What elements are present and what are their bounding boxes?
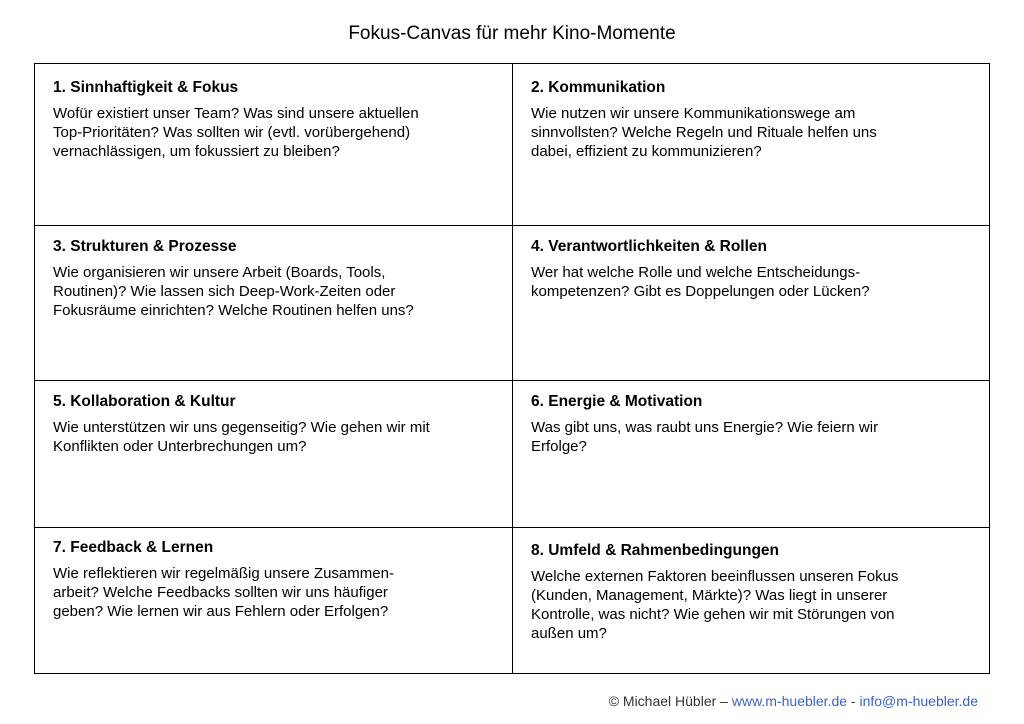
cell-heading: 7. Feedback & Lernen [53, 539, 214, 556]
cell-heading: 4. Verantwortlichkeiten & Rollen [531, 238, 768, 255]
cell-heading: 5. Kollaboration & Kultur [53, 393, 236, 410]
footer-separator: - [850, 693, 856, 709]
cell-heading: 2. Kommunikation [531, 79, 666, 96]
canvas-cell-6 [513, 381, 990, 527]
cell-heading: 6. Energie & Motivation [531, 393, 703, 410]
canvas-cell-3 [35, 226, 512, 380]
cell-text: Wie nutzen wir unsere Kommunikationswege am sinnvollsten? Welche Regeln und Rituale helfen uns dabei, effizient zu kommunizieren? [531, 105, 877, 160]
page-title: Fokus-Canvas für mehr Kino-Momente [348, 23, 676, 44]
cell-text: Wofür existiert unser Team? Was sind unsere aktuellen Top-Prioritäten? Was sollten wir (evtl. vorübergehend) vernachlässigen, um fokussiert zu bleiben? [53, 105, 419, 160]
cell-heading: 3. Strukturen & Prozesse [53, 238, 237, 255]
cell-text: Wie reflektieren wir regelmäßig unsere Zusammen- arbeit? Welche Feedbacks sollten wir uns häufiger geben? Wie lernen wir aus Fehlern oder Erfolgen? [53, 565, 394, 620]
canvas-grid [34, 63, 990, 674]
canvas-cell-4 [513, 226, 990, 380]
cell-text: Welche externen Faktoren beeinflussen unseren Fokus (Kunden, Management, Märkte)? Was liegt in unserer Kontrolle, was nicht? Wie gehen wir mit Störungen von außen um? [531, 568, 899, 642]
footer-website-link[interactable]: www.m-huebler.de [731, 693, 848, 709]
canvas-cell-7 [35, 528, 512, 674]
canvas-cell-5 [35, 381, 512, 527]
cell-text: Was gibt uns, was raubt uns Energie? Wie feiern wir Erfolge? [531, 419, 879, 455]
canvas-cell-2 [513, 64, 990, 225]
cell-heading: 8. Umfeld & Rahmenbedingungen [531, 542, 780, 559]
canvas-cell-1 [35, 64, 512, 225]
footer-email-link[interactable]: info@m-huebler.de [859, 693, 978, 709]
cell-text: Wie organisieren wir unsere Arbeit (Boards, Tools, Routinen)? Wie lassen sich Deep-Work-Zeiten oder Fokusräume einrichten? Welche Routinen helfen uns? [53, 264, 414, 319]
canvas-cell-8 [513, 528, 990, 674]
footer-copyright: © Michael Hübler – [608, 693, 728, 709]
cell-heading: 1. Sinnhaftigkeit & Fokus [53, 79, 239, 96]
footer [609, 692, 978, 710]
cell-text: Wer hat welche Rolle und welche Entscheidungs- kompetenzen? Gibt es Doppelungen oder Lücken? [531, 264, 870, 300]
cell-text: Wie unterstützen wir uns gegenseitig? Wie gehen wir mit Konflikten oder Unterbrechungen um? [53, 419, 430, 455]
